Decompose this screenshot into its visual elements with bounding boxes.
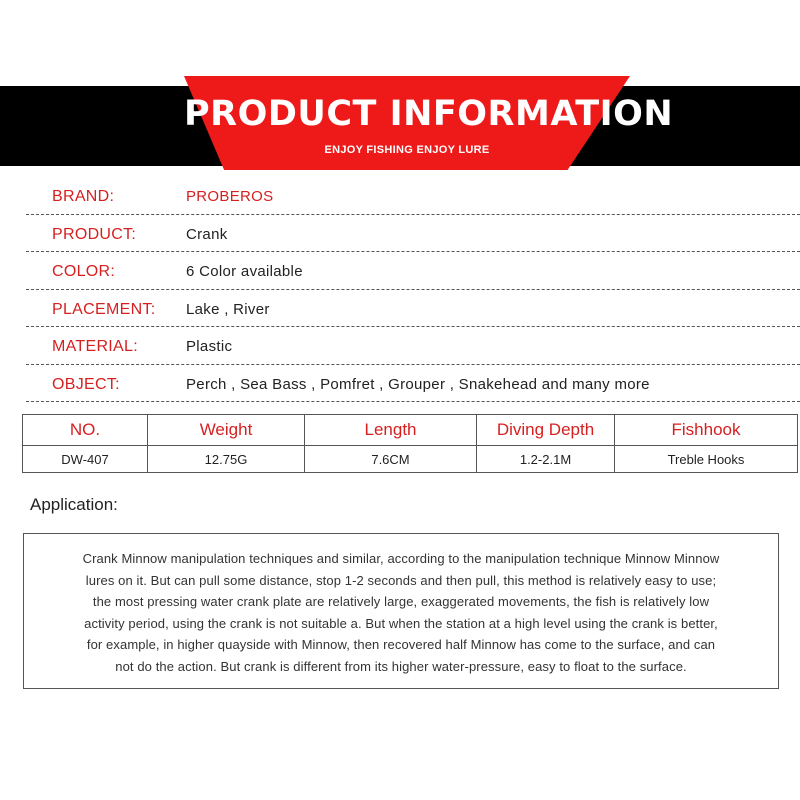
application-text-box	[23, 533, 779, 689]
spec-value: Crank	[186, 225, 228, 243]
spec-row-brand	[26, 177, 800, 215]
banner-title: PRODUCT INFORMATION	[184, 94, 674, 134]
spec-label: MATERIAL:	[52, 338, 138, 355]
spec-row-product	[26, 215, 800, 253]
table-cell: 12.75G	[148, 446, 305, 473]
application-heading: Application:	[30, 495, 118, 514]
spec-label: PRODUCT:	[52, 225, 137, 243]
spec-row-color	[26, 252, 800, 290]
application-line: Crank Minnow manipulation techniques and similar, according to the manipulation technique Minnow Minnow	[82, 551, 720, 566]
table-cell: DW-407	[23, 446, 148, 473]
spec-label: BRAND:	[52, 188, 115, 205]
application-line: not do the action. But crank is different from its higher water-pressure, easy to float to the surface.	[115, 658, 687, 674]
application-line: for example, in higher quayside with Minnow, then recovered half Minnow has come to the surface, and can	[86, 637, 716, 652]
banner-subtitle: ENJOY FISHING ENJOY LURE	[324, 144, 490, 156]
spec-label: OBJECT:	[52, 375, 120, 393]
table-cell: 1.2-2.1M	[477, 446, 615, 473]
table-header-cell: Fishhook	[615, 415, 798, 446]
spec-row-placement	[26, 290, 800, 328]
spec-row-material	[26, 327, 800, 365]
application-line: lures on it. But can pull some distance, stop 1-2 seconds and then pull, this method is relatively easy to use;	[85, 572, 717, 588]
table-header-cell: Diving Depth	[477, 415, 615, 446]
table-cell: 7.6CM	[305, 446, 477, 473]
table-header-cell: Weight	[148, 415, 305, 446]
spec-value: Perch , Sea Bass , Pomfret , Grouper , Snakehead and many more	[186, 375, 650, 393]
spec-row-object	[26, 365, 800, 403]
spec-value: PROBEROS	[186, 188, 274, 205]
table-header-row	[23, 415, 798, 446]
spec-list	[26, 177, 800, 402]
table-header-cell: NO.	[23, 415, 148, 446]
table-cell: Treble Hooks	[615, 446, 798, 473]
application-line: the most pressing water crank plate are relatively large, exaggerated movements, the fish is relatively low	[92, 594, 710, 609]
table-row	[23, 446, 798, 473]
spec-label: COLOR:	[52, 263, 116, 280]
spec-value: Lake , River	[186, 300, 270, 318]
spec-value: 6 Color available	[186, 263, 303, 280]
spec-value: Plastic	[186, 338, 233, 355]
table-header-cell: Length	[305, 415, 477, 446]
spec-label: PLACEMENT:	[52, 300, 156, 318]
specification-table	[22, 414, 798, 473]
application-line: activity period, using the crank is not suitable a. But when the station at a high level using the crank is better,	[84, 615, 718, 631]
